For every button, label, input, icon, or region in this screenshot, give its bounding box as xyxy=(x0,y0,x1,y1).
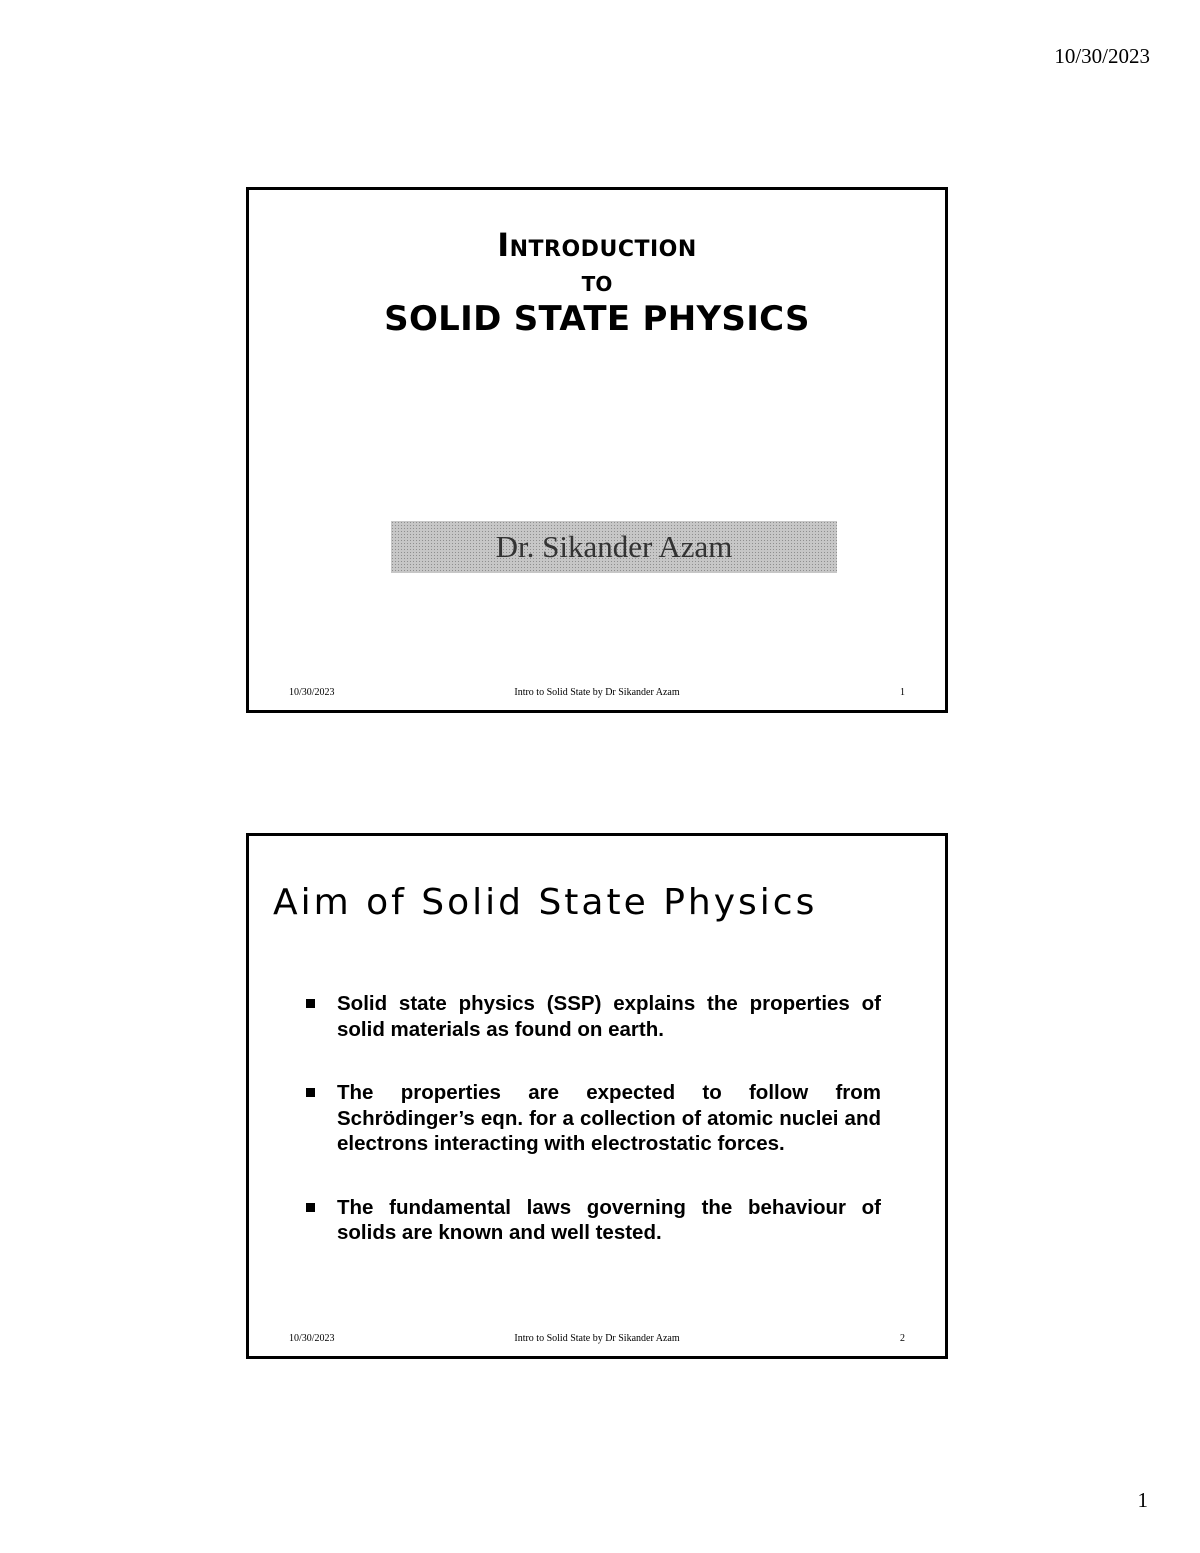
square-bullet-icon xyxy=(306,1203,315,1212)
square-bullet-icon xyxy=(306,1088,315,1097)
bullet-item xyxy=(301,1080,881,1157)
bullet-item xyxy=(301,991,881,1042)
title-line-subject: SOLID STATE PHYSICS xyxy=(384,299,810,340)
footer-caption: Intro to Solid State by Dr Sikander Azam xyxy=(514,1333,680,1344)
title-line-introduction: Introduction xyxy=(497,226,697,264)
bullet-text: The properties are expected to follow from Schrödinger’s eqn. for a collection of atomic nuclei and electrons interacting with electrostatic forces. xyxy=(337,1081,881,1155)
footer-slide-number: 1 xyxy=(900,687,905,698)
author-name: Dr. Sikander Azam xyxy=(495,529,733,564)
slide-1-footer xyxy=(249,687,945,701)
footer-slide-number: 2 xyxy=(900,1333,905,1344)
footer-date: 10/30/2023 xyxy=(289,1333,335,1344)
square-bullet-icon xyxy=(306,999,315,1008)
slide-2-footer xyxy=(249,1333,945,1347)
title-line-to: to xyxy=(581,265,613,299)
footer-caption: Intro to Solid State by Dr Sikander Azam xyxy=(514,687,680,698)
page-number: 1 xyxy=(1137,1488,1148,1512)
slide-2 xyxy=(246,833,948,1359)
author-box xyxy=(391,521,837,573)
bullet-text: Solid state physics (SSP) explains the properties of solid materials as found on earth. xyxy=(337,992,881,1041)
slide-1-title xyxy=(249,226,945,341)
bullet-text: The fundamental laws governing the behaviour of solids are known and well tested. xyxy=(337,1195,881,1244)
footer-date: 10/30/2023 xyxy=(289,687,335,698)
page-date: 10/30/2023 xyxy=(1054,44,1150,68)
slide-1 xyxy=(246,187,948,713)
bullet-item xyxy=(301,1195,881,1246)
bullet-list xyxy=(301,991,881,1284)
slide-2-title: Aim of Solid State Physics xyxy=(273,882,818,923)
